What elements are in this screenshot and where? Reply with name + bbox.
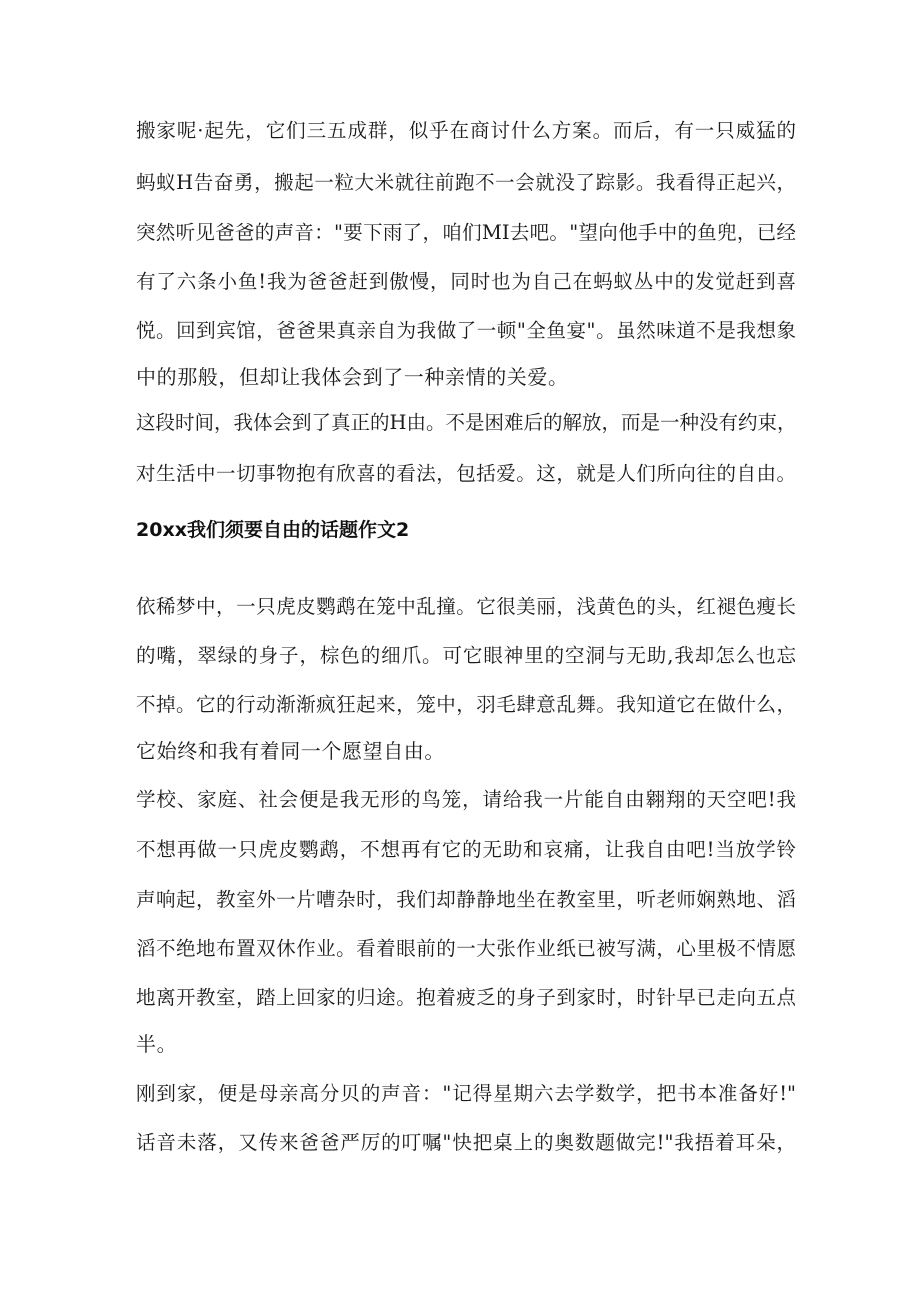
paragraph-line: 地离开教室，踏上回家的归途。抱着疲乏的身子到家时，时针早已走向五点 xyxy=(136,986,796,1009)
section-heading: 20xx我们须要自由的话题作文2 xyxy=(136,519,410,541)
paragraph-line: 学校、家庭、社会便是我无形的鸟笼，请给我一片能自由翱翔的天空吧!我 xyxy=(136,788,796,811)
paragraph-line: 中的那般，但却让我体会到了一种亲情的关爱。 xyxy=(136,365,569,389)
paragraph-line: 突然听见爸爸的声音："要下雨了，咱们MI去吧。"望向他手中的鱼兜，已经 xyxy=(136,221,796,244)
paragraph-line: 悦。回到宾馆，爸爸果真亲自为我做了一顿"全鱼宴"。虽然味道不是我想象 xyxy=(136,319,796,342)
paragraph-line: 蚂蚁H告奋勇，搬起一粒大米就往前跑不一会就没了踪影。我看得正起兴， xyxy=(136,171,796,194)
paragraph-line: 它始终和我有着同一个愿望自由。 xyxy=(136,739,445,763)
paragraph-line: 对生活中一切事物抱有欣喜的看法，包括爱。这，就是人们所向往的自由。 xyxy=(136,462,796,485)
paragraph-line: 搬家呢·起先，它们三五成群，似乎在商讨什么方案。而后，有一只威猛的 xyxy=(136,119,796,142)
paragraph-line: 的嘴，翠绿的身子，棕色的细爪。可它眼神里的空洞与无助,我却怎么也忘 xyxy=(136,644,796,667)
paragraph-line: 刚到家，便是母亲高分贝的声音："记得星期六去学数学，把书本准备好!" xyxy=(136,1082,796,1105)
paragraph-line: 这段时间，我体会到了真正的H由。不是困难后的解放，而是一种没有约束， xyxy=(136,411,797,434)
paragraph-line: 不想再做一只虎皮鹦鹉，不想再有它的无助和哀痛，让我自由吧!当放学铃 xyxy=(136,838,796,861)
paragraph-line: 有了六条小鱼!我为爸爸赶到傲慢，同时也为自己在蚂蚁丛中的发觉赶到喜 xyxy=(136,270,796,293)
paragraph-line: 依稀梦中，一只虎皮鹦鹉在笼中乱撞。它很美丽，浅黄色的头，红褪色瘦长 xyxy=(136,595,796,618)
paragraph-line: 半。 xyxy=(136,1032,178,1056)
paragraph-line: 滔不绝地布置双休作业。看着眼前的一大张作业纸已被写满，心里极不情愿 xyxy=(136,937,796,960)
paragraph-line: 声响起，教室外一片嘈杂时，我们却静静地坐在教室里，听老师娴熟地、滔 xyxy=(136,888,796,911)
paragraph-line: 话音未落，又传来爸爸严厉的叮嘱"快把桌上的奥数题做完!"我捂着耳朵， xyxy=(136,1131,796,1154)
paragraph-line: 不掉。它的行动渐渐疯狂起来，笼中，羽毛肆意乱舞。我知道它在做什么， xyxy=(136,693,796,716)
